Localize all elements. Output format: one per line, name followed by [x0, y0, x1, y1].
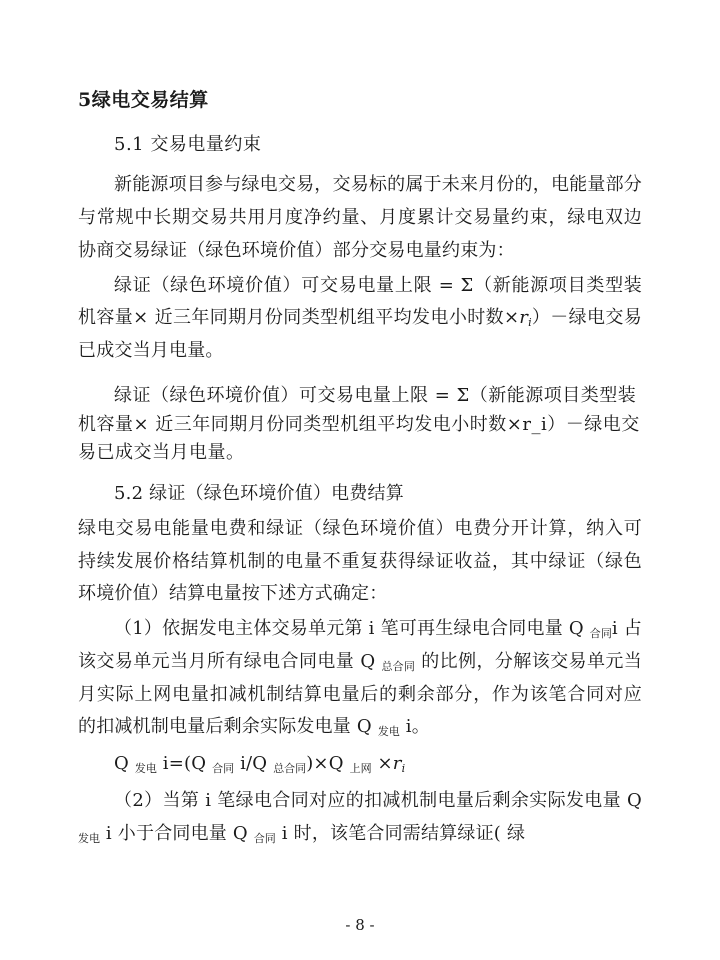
subscript-fadian-i: 发电	[377, 725, 400, 739]
section-heading-5: 5绿电交易结算	[78, 89, 209, 111]
subscript-zonghetong-2: 总合同	[273, 761, 307, 775]
subscript-hetong: 合同	[212, 761, 235, 775]
subscript-hetong-i: 合同	[589, 626, 612, 640]
subscript-zonghetong: 总合同	[381, 659, 416, 673]
subscript-shangwang: 上网	[349, 761, 372, 775]
paragraph-item-1: （1）依据发电主体交易单元第 i 笔可再生绿电合同电量 Q $_{合同}$i 占该交易单元当月所有绿电合同电量 Q $_{总合同}$ 的比例，分解该交易单元当月实际上网电量扣减机制结算电量后的剩余部分，作为该笔合同对应的扣减机制电量后剩余实际发电量 Q $_{发电}$ i。	[78, 618, 643, 739]
section-heading-5-2: 绿证（绿色环境价值）可交易电量上限 = Σ（新能源项目类型装机容量× 近三年同期月份同类型机组平均发电小时数×r_i）－绿电交易已成交当月电量。	[78, 384, 640, 464]
subscript-fadian: 发电	[134, 761, 157, 775]
paragraph-5-1-formula-text: 绿证（绿色环境价值）可交易电量上限 = Σ（新能源项目类型装机容量× 近三年同期月份同类型机组平均发电小时数$\times r_i)-$绿电交易已成交当月电量。	[78, 274, 642, 362]
variable-r-subscript-2: i	[401, 761, 406, 775]
paragraph-5-2-intro: 5.2 绿证（绿色环境价值）电费结算	[114, 483, 404, 505]
section-heading-5-1: 5.1 交易电量约束	[114, 133, 262, 155]
paragraph-item-2: （2）当第 i 笔绿电合同对应的扣减机制电量后剩余实际发电量 Q $_{发电}$ i 小于合同电量 Q $_{合同}$ i 时，该笔合同需结算绿证( 绿	[78, 789, 642, 845]
variable-r: r	[519, 307, 529, 329]
subscript-fadian-i-2: 发电	[78, 831, 100, 845]
page-number: - 8 -	[345, 916, 375, 934]
formula-q-fadian: Q $_{发电}$ i=(Q $_{合同}$ i/Q $_{总合同}$)×Q $_{上网} \times r_i$	[114, 753, 406, 775]
variable-r-2: r	[392, 753, 402, 775]
subscript-hetong-i-2: 合同	[253, 831, 276, 845]
document-body	[78, 86, 642, 850]
paragraph-5-2-1: 绿电交易电能量电费和绿证（绿色环境价值）电费分开计算，纳入可持续发展价格结算机制的电量不重复获得绿证收益，其中绿证（绿色环境价值）结算电量按下述方式确定：	[78, 517, 642, 605]
paragraph-5-1-intro: 新能源项目参与绿电交易，交易标的属于未来月份的，电能量部分与常规中长期交易共用月度净约量、月度累计交易量约束，绿电双边协商交易绿证（绿色环境价值）部分交易电量约束为：	[78, 174, 642, 261]
variable-r-subscript: i	[528, 316, 532, 330]
